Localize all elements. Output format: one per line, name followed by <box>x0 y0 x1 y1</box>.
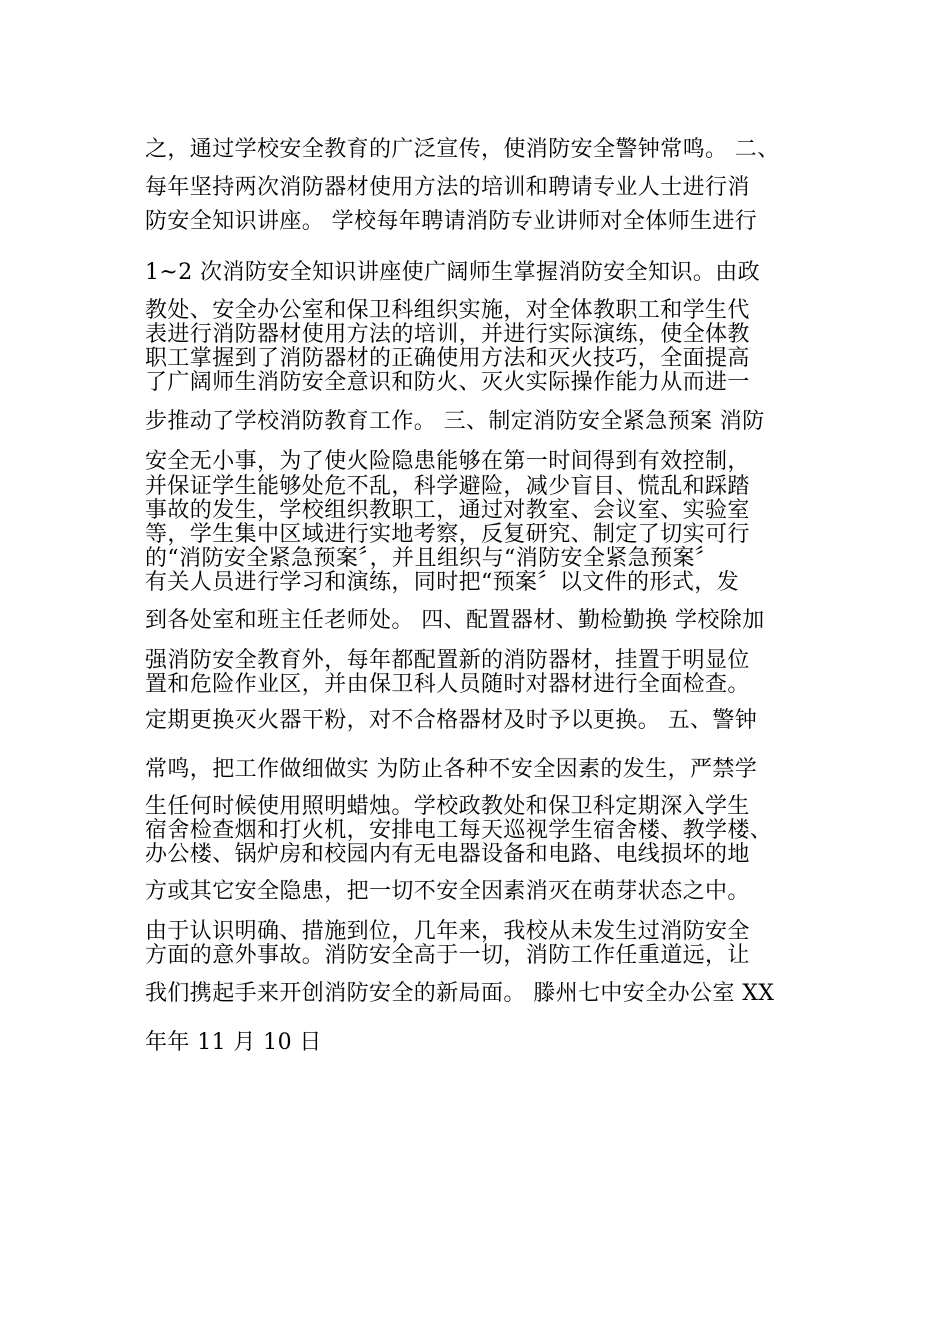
text-line: 表进行消防器材使用方法的培训，并进行实际演练，使全体教 <box>145 322 750 347</box>
text-line: 了广阔师生消防安全意识和防火、灭火实际操作能力从而进一 <box>145 370 750 395</box>
text-line: 安全无小事，为了使火险隐患能够在第一时间得到有效控制， <box>145 449 750 474</box>
text-line: 办公楼、锅炉房和校园内有无电器设备和电路、电线损坏的地 <box>145 842 750 867</box>
text-line: 年年 11 月 10 日 <box>145 1030 322 1055</box>
text-line: 到各处室和班主任老师处。 四、配置器材、勤检勤换 学校除加 <box>145 608 765 633</box>
text-line: 有关人员进行学习和演练，同时把“预案〞以文件的形式，发 <box>145 570 740 595</box>
text-line: 职工掌握到了消防器材的正确使用方法和灭火技巧，全面提高 <box>145 346 750 371</box>
text-line: 定期更换灭火器干粉，对不合格器材及时予以更换。 五、警钟 <box>145 708 758 733</box>
text-line: 防安全知识讲座。 学校每年聘请消防专业讲师对全体师生进行 <box>145 209 758 234</box>
text-line: 置和危险作业区，并由保卫科人员随时对器材进行全面检查。 <box>145 672 750 697</box>
text-line: 宿舍检查烟和打火机，安排电工每天巡视学生宿舍楼、教学楼、 <box>145 818 773 843</box>
text-line: 方或其它安全隐患，把一切不安全因素消灭在萌芽状态之中。 <box>145 879 750 904</box>
text-line: 我们携起手来开创消防安全的新局面。 滕州七中安全办公室 XX <box>145 981 775 1006</box>
text-line: 步推动了学校消防教育工作。 三、制定消防安全紧急预案 消防 <box>145 409 765 434</box>
text-line: 生任何时候使用照明蜡烛。学校政教处和保卫科定期深入学生 <box>145 794 750 819</box>
text-line: 每年坚持两次消防器材使用方法的培训和聘请专业人士进行消 <box>145 175 750 200</box>
text-line: 常鸣，把工作做细做实 为防止各种不安全因素的发生，严禁学 <box>145 757 758 782</box>
text-line: 事故的发生，学校组织教职工，通过对教室、会议室、实验室 <box>145 498 750 523</box>
text-line: 并保证学生能够处危不乱，科学避险，减少盲目、慌乱和踩踏 <box>145 474 750 499</box>
text-line: 之，通过学校安全教育的广泛宣传，使消防安全警钟常鸣。 二、 <box>145 137 780 162</box>
text-line: 的“消防安全紧急预案〞，并且组织与“消防安全紧急预案〞 <box>145 546 718 571</box>
text-line: 方面的意外事故。消防安全高于一切，消防工作任重道远，让 <box>145 943 750 968</box>
text-line: 教处、安全办公室和保卫科组织实施，对全体教职工和学生代 <box>145 298 750 323</box>
text-line: 由于认识明确、措施到位，几年来，我校从未发生过消防安全 <box>145 919 750 944</box>
text-line: 1~2 次消防安全知识讲座使广阔师生掌握消防安全知识。由政 <box>145 260 761 285</box>
text-line: 强消防安全教育外，每年都配置新的消防器材，挂置于明显位 <box>145 648 750 673</box>
text-line: 等，学生集中区域进行实地考察，反复研究、制定了切实可行 <box>145 522 750 547</box>
